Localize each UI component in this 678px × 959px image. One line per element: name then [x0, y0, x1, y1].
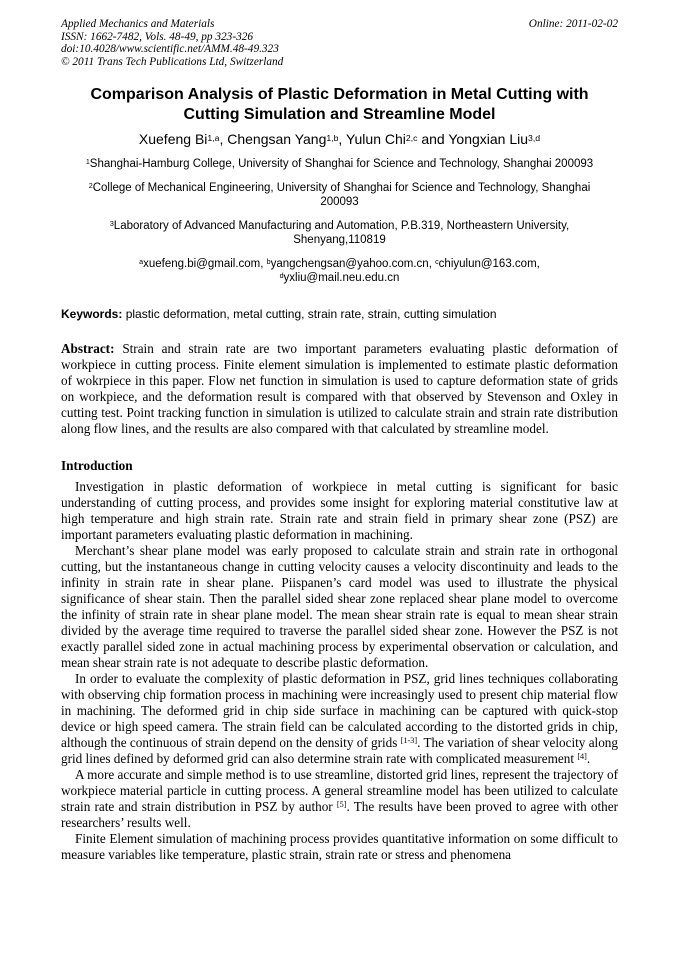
- email-sup: a: [139, 257, 144, 266]
- author-affil-sup: 1,a: [207, 132, 220, 143]
- author-line: [61, 130, 618, 148]
- affiliation-sup: 3: [109, 219, 114, 228]
- intro-paragraph-3: [61, 671, 618, 767]
- affiliation-3: [86, 219, 594, 248]
- email-block: [61, 257, 618, 286]
- intro-paragraph-5: Finite Element simulation of machining process provides quantitative information on some difficult to measure variables like temperature, plastic strain, strain rate or stress and phenomena: [61, 830, 618, 862]
- affiliation-sup: 1: [85, 158, 90, 167]
- author-name: , Yulun Chi: [338, 131, 406, 148]
- email-sup: d: [279, 272, 284, 281]
- intro-paragraph-4: [61, 767, 618, 831]
- email-text: xuefeng.bi@gmail.com,: [143, 257, 267, 270]
- abstract-label: Abstract:: [61, 340, 115, 356]
- citation-ref: [4]: [577, 752, 587, 762]
- section-heading-introduction: Introduction: [61, 457, 133, 473]
- affiliation-text: College of Mechanical Engineering, University of Shanghai for Science and Technology, Shanghai 200093: [92, 181, 591, 209]
- affiliation-2: [86, 181, 594, 210]
- author-affil-sup: 3,d: [528, 132, 541, 143]
- abstract-text: Strain and strain rate are two important parameters evaluating plastic deformation of workpiece in cutting process. Finite element simulation is implemented to estimate plastic deformation of wokrpiece in this paper. Flow net function in simulation is used to capture deformation state of grids on workpiece, and the deformation result is compared with that observed by Stevenson and Oxley in cutting test. Point tracking function in simulation is utilized to calculate strain and strain rate distribution along flow lines, and the results are also compared with that calculated by streamline model.: [61, 340, 618, 436]
- email-line-1: [61, 257, 618, 272]
- abstract: [61, 341, 618, 437]
- online-date: Online: 2011-02-02: [528, 18, 618, 30]
- intro-paragraph-1: Investigation in plastic deformation of workpiece in metal cutting is significant for basic understanding of cutting process, and provides some insight for exploring material constitutive law at high temperature and high strain rate. Strain rate and strain field in primary shear zone (PSZ) are important parameters evaluating plastic deformation in machining.: [61, 478, 618, 542]
- paragraph-text: . The variation of shear velocity along grid lines defined by deformed grid can also determine strain rate with complicated measurement: [61, 734, 618, 766]
- author-name: , Chengsan Yang: [219, 131, 327, 148]
- affiliation-text: Laboratory of Advanced Manufacturing and Automation, P.B.319, Northeastern University, Shenyang,110819: [113, 219, 570, 247]
- keywords-line: [61, 307, 618, 322]
- email-sup: b: [266, 257, 271, 266]
- doi-line: doi:10.4028/www.scientific.net/AMM.48-49.323: [61, 43, 279, 56]
- keywords-text: plastic deformation, metal cutting, strain rate, strain, cutting simulation: [122, 306, 497, 321]
- author-affil-sup: 2,c: [405, 132, 418, 143]
- affiliation-text: Shanghai-Hamburg College, University of Shanghai for Science and Technology, Shanghai 200093: [89, 158, 594, 171]
- journal-header: [61, 18, 618, 68]
- affiliation-1: [86, 157, 594, 172]
- intro-paragraph-2: Merchant’s shear plane model was early proposed to calculate strain and strain rate in orthogonal cutting, but the instantaneous change in cutting velocity causes a velocity discontinuity and leads to the infinity in strain rate in shear plane. Piispanen’s card model was used to illustrate the physical significance of shear stain. Then the parallel sided shear zone replaced shear plane model to overcome the infinity of strain rate in shear plane model. The mean shear strain rate is equal to mean shear strain divided by the average time required to traverse the parallel sided shear zone. However the PSZ is not exactly parallel sided zone in actual machining process by experimental observation or calculation, and mean shear strain rate is not adequate to describe plastic deformation.: [61, 542, 618, 670]
- affiliation-sup: 2: [88, 181, 93, 190]
- citation-ref: [5]: [336, 800, 347, 810]
- email-sup: c: [435, 257, 439, 266]
- author-name: Xuefeng Bi: [138, 131, 208, 148]
- paragraph-text: In order to evaluate the complexity of plastic deformation in PSZ, grid lines techniques collaborating with observing chip formation process in machining were increasingly used to present chip material flow in machining. The deformed grid in chip side surface in machining can be captured with quick-stop device or high speed camera. The strain field can be calculated according to the distorted grids in chip, although the continuous of strain depend on the density of grids: [61, 670, 618, 750]
- paragraph-text: A more accurate and simple method is to use streamline, distorted grid lines, represent the trajectory of workpiece material particle in cutting process. A general streamline model has been utilized to calculate strain rate and strain distribution in PSZ by author: [61, 766, 618, 814]
- email-text: yxliu@mail.neu.edu.cn: [283, 272, 400, 285]
- keywords-label: Keywords:: [61, 306, 123, 321]
- author-name: and Yongxian Liu: [417, 131, 529, 148]
- issn-line: ISSN: 1662-7482, Vols. 48-49, pp 323-326: [61, 30, 254, 43]
- email-text: chiyulun@163.com,: [438, 257, 540, 270]
- copyright-line: © 2011 Trans Tech Publications Ltd, Switzerland: [61, 55, 284, 68]
- paragraph-text: .: [586, 750, 591, 766]
- email-line-2: [61, 271, 618, 286]
- email-text: yangchengsan@yahoo.com.cn,: [270, 257, 436, 270]
- paper-title: Comparison Analysis of Plastic Deformation in Metal Cutting with Cutting Simulation and Streamline Model: [90, 86, 589, 124]
- author-affil-sup: 1,b: [326, 132, 339, 143]
- citation-ref: [1-3]: [400, 736, 418, 746]
- paragraph-text: . The results have been proved to agree with other researchers’ results well.: [61, 798, 619, 830]
- journal-name: Applied Mechanics and Materials: [61, 18, 215, 30]
